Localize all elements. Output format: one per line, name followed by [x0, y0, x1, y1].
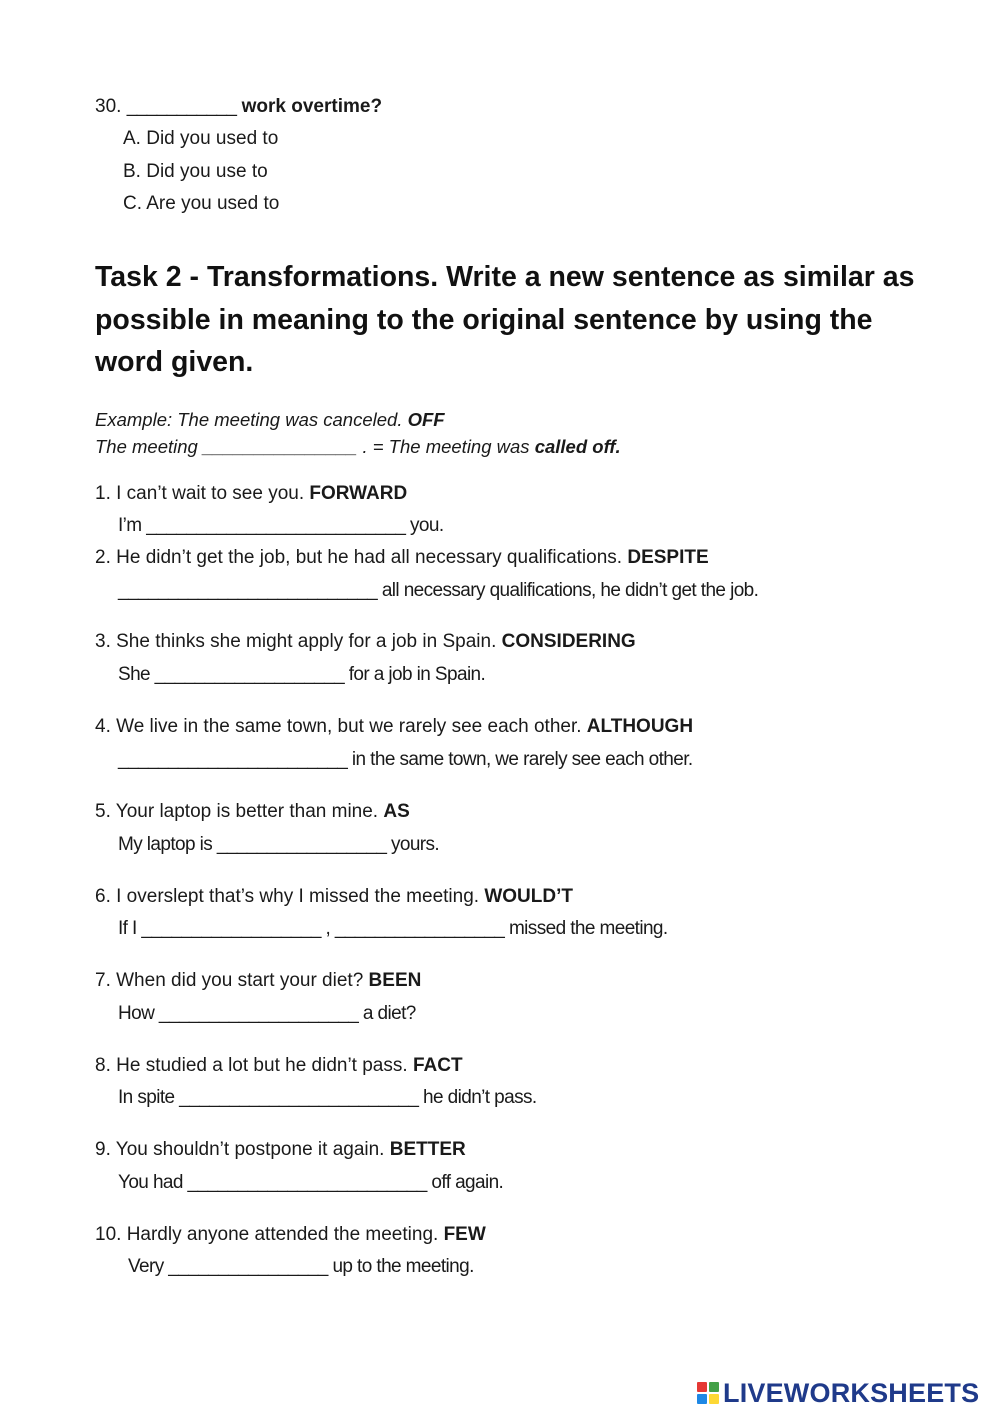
item-4-answer-line[interactable]: _______________________ in the same town, we rarely see each other.: [118, 749, 693, 770]
item-2-sentence: 2. He didn’t get the job, but he had all necessary qualifications.: [95, 547, 623, 568]
item-5-keyword: AS: [383, 801, 410, 822]
option-b[interactable]: B. Did you use to: [123, 161, 268, 182]
logo-text: LIVEWORKSHEETS: [723, 1377, 980, 1408]
item-5-sentence: 5. Your laptop is better than mine.: [95, 801, 379, 822]
item-7-question: [95, 970, 421, 992]
item-2-answer-line[interactable]: __________________________ all necessary qualifications, he didn’t get the job.: [118, 580, 759, 601]
logo-square-red: [697, 1382, 707, 1392]
item-9-answer-line[interactable]: You had ________________________ off again.: [118, 1172, 504, 1193]
example-line-1: [95, 409, 445, 431]
item-3-answer-line[interactable]: She ___________________ for a job in Spain.: [118, 664, 486, 685]
item-7-sentence: 7. When did you start your diet?: [95, 970, 364, 991]
example-sentence: Example: The meeting was canceled.: [95, 409, 403, 430]
item-9-question: [95, 1139, 466, 1161]
logo-square-yellow: [709, 1394, 719, 1404]
example-keyword: OFF: [407, 409, 445, 430]
question-30-blank[interactable]: ___________: [126, 96, 237, 117]
item-6-question: [95, 886, 573, 908]
question-30: [95, 96, 382, 118]
item-1-answer-line[interactable]: I’m __________________________ you.: [118, 515, 444, 536]
question-30-number: 30.: [95, 96, 122, 117]
item-1-sentence: 1. I can’t wait to see you.: [95, 483, 305, 504]
item-3-keyword: CONSIDERING: [501, 631, 636, 652]
option-a[interactable]: A. Did you used to: [123, 128, 279, 149]
item-1-question: [95, 483, 407, 505]
item-6-keyword: WOULD’T: [484, 886, 573, 907]
item-4-question: [95, 716, 693, 738]
item-6-answer-line[interactable]: If I __________________ , _________________ missed the meeting.: [118, 918, 668, 939]
item-7-answer-line[interactable]: How ____________________ a diet?: [118, 1003, 416, 1024]
item-2-keyword: DESPITE: [627, 547, 709, 568]
example-answer: called off.: [534, 436, 621, 457]
item-8-question: [95, 1055, 463, 1077]
item-8-answer-line[interactable]: In spite ________________________ he didn’t pass.: [118, 1087, 537, 1108]
item-9-keyword: BETTER: [389, 1139, 466, 1160]
item-5-answer-line[interactable]: My laptop is _________________ yours.: [118, 834, 440, 855]
option-c[interactable]: C. Are you used to: [123, 193, 280, 214]
item-7-keyword: BEEN: [368, 970, 422, 991]
item-10-question: [95, 1224, 486, 1246]
example-line-2: [95, 436, 621, 458]
item-4-keyword: ALTHOUGH: [586, 716, 694, 737]
item-9-sentence: 9. You shouldn’t postpone it again.: [95, 1139, 385, 1160]
item-8-keyword: FACT: [412, 1055, 463, 1076]
item-2-question: [95, 547, 709, 569]
item-1-keyword: FORWARD: [309, 483, 408, 504]
item-10-answer-line[interactable]: Very ________________ up to the meeting.: [128, 1256, 474, 1277]
logo-square-blue: [697, 1394, 707, 1404]
example-transformation: The meeting _______________ . = The meeting was: [95, 436, 530, 457]
item-5-question: [95, 801, 410, 823]
item-10-sentence: 10. Hardly anyone attended the meeting.: [95, 1224, 439, 1245]
item-10-keyword: FEW: [443, 1224, 486, 1245]
question-30-text: work overtime?: [241, 96, 383, 117]
item-8-sentence: 8. He studied a lot but he didn’t pass.: [95, 1055, 408, 1076]
logo-squares-icon: [697, 1382, 719, 1404]
liveworksheets-logo: [697, 1377, 979, 1409]
item-3-question: [95, 631, 636, 653]
item-6-sentence: 6. I overslept that’s why I missed the meeting.: [95, 886, 480, 907]
item-3-sentence: 3. She thinks she might apply for a job in Spain.: [95, 631, 497, 652]
task-2-heading: Task 2 - Transformations. Write a new sentence as similar as possible in meaning to the original sentence by using the word given.: [95, 261, 915, 378]
logo-square-green: [709, 1382, 719, 1392]
item-4-sentence: 4. We live in the same town, but we rarely see each other.: [95, 716, 582, 737]
